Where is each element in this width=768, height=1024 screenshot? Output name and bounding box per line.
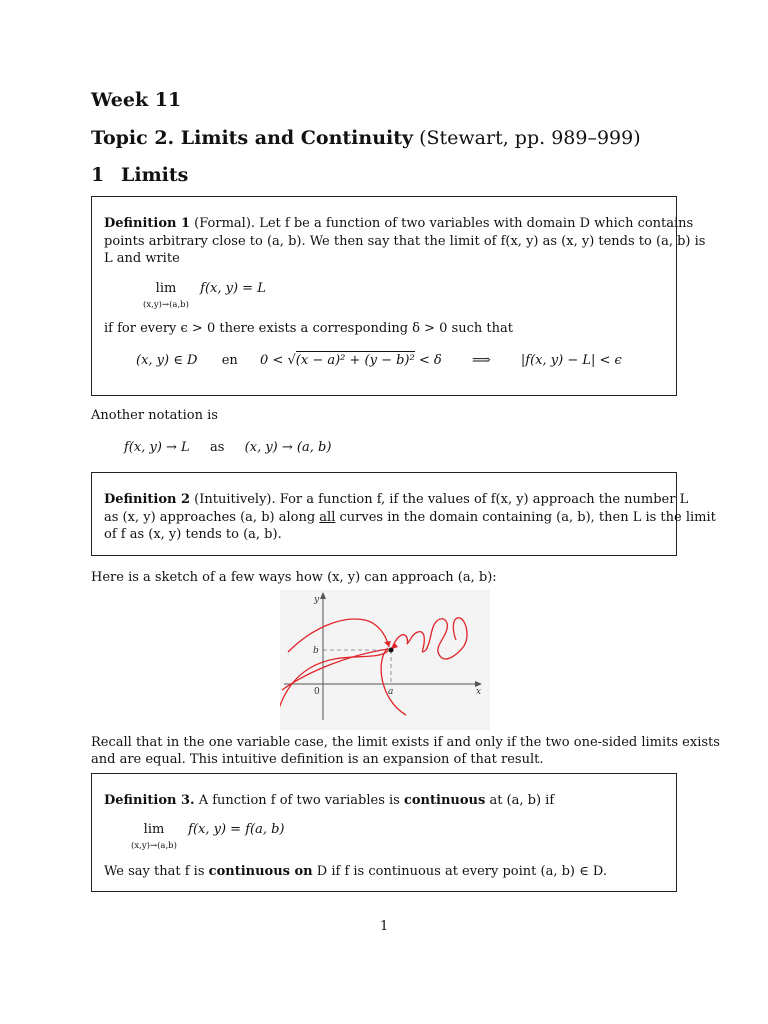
page-number: 1	[380, 919, 389, 934]
def2-line-2	[104, 510, 716, 525]
point-ab	[389, 648, 394, 653]
topic-title: Topic 2. Limits and Continuity	[91, 127, 414, 149]
def1-line-4: if for every ϵ > 0 there exists a corresponding δ > 0 such that	[104, 321, 513, 336]
another-notation-expression	[124, 440, 331, 455]
label-a: a	[388, 687, 394, 697]
definition-3-box	[91, 773, 677, 892]
label-b: b	[313, 646, 319, 656]
label-x: x	[476, 687, 482, 697]
def1-cond-mid-post: < δ	[418, 353, 442, 368]
def1-line-2: points arbitrary close to (a, b). We then say that the limit of f(x, y) as (x, y) tends to (a, b) is	[104, 234, 706, 249]
recall-line-2: and are equal. This intuitive definition is an expansion of that result.	[91, 752, 544, 767]
def3-line-1-pre: A function f of two variables is	[198, 793, 400, 808]
def3-limit-expression	[124, 822, 285, 852]
def1-qualifier: (Formal).	[194, 216, 256, 231]
def3-continuous-on: continuous on	[208, 864, 313, 879]
def1-condition: (x, y) ∈ D en 0 < √(x − a)² + (y − b)² < δ ⟹ |f(x, y) − L| < ϵ	[136, 353, 622, 368]
def2-line-1	[104, 492, 688, 507]
def2-line-2-underlined: all	[319, 510, 336, 525]
week-heading: Week 11	[91, 89, 182, 111]
sketch-background	[280, 590, 490, 730]
def3-lim-subscript: (x,y)→(a,b)	[131, 841, 177, 851]
def3-line-2-pre: We say that f is	[104, 864, 205, 879]
def2-title: Definition 2	[104, 492, 191, 507]
def3-line-1	[104, 793, 554, 808]
def3-line-2	[104, 864, 607, 879]
approach-sketch	[280, 590, 490, 730]
another-notation-intro: Another notation is	[91, 408, 218, 423]
def1-cond-implies: ⟹	[472, 353, 491, 368]
def1-cond-right: |f(x, y) − L| < ϵ	[520, 353, 622, 368]
definition-2-box	[91, 472, 716, 556]
recall-line-1: Recall that in the one variable case, the limit exists if and only if the two one-sided limits exists	[91, 735, 720, 750]
topic-reference: (Stewart, pp. 989–999)	[419, 127, 641, 149]
another-right: (x, y) → (a, b)	[244, 440, 332, 455]
def1-title: Definition 1	[104, 216, 191, 231]
def1-lim-expr: f(x, y) = L	[200, 281, 266, 296]
another-left: f(x, y) → L	[124, 440, 190, 455]
def1-limit-expression	[136, 281, 266, 311]
def1-cond-sqrt: (x − a)² + (y − b)²	[295, 353, 415, 368]
def2-line-2-post: curves in the domain containing (a, b), then L is the limit	[339, 510, 716, 525]
def2-qualifier: (Intuitively).	[194, 492, 276, 507]
section-title: Limits	[121, 164, 189, 186]
label-origin: 0	[314, 687, 320, 697]
def2-line-3: of f as (x, y) tends to (a, b).	[104, 527, 282, 542]
label-y: y	[314, 595, 320, 605]
section-number: 1	[91, 164, 105, 186]
def3-line-1-post: at (a, b) if	[489, 793, 555, 808]
def3-continuous: continuous	[403, 793, 486, 808]
def1-cond-en: en	[221, 353, 238, 368]
another-as: as	[209, 440, 225, 455]
topic-heading	[91, 127, 641, 149]
def3-title: Definition 3.	[104, 793, 195, 808]
def1-lim-word: lim	[155, 281, 177, 296]
def3-line-2-post: D if f is continuous at every point (a, b) ∈ D.	[316, 864, 607, 879]
section-heading	[91, 164, 188, 186]
def1-cond-left: (x, y) ∈ D	[136, 353, 198, 368]
sketch-intro: Here is a sketch of a few ways how (x, y) can approach (a, b):	[91, 570, 497, 585]
def1-line-1	[104, 216, 693, 231]
def3-lim-expr: f(x, y) = f(a, b)	[188, 822, 285, 837]
def2-line-2-pre: as (x, y) approaches (a, b) along	[104, 510, 316, 525]
def3-lim-word: lim	[143, 822, 165, 837]
def1-lim-subscript: (x,y)→(a,b)	[143, 300, 189, 310]
def1-text-1: Let f be a function of two variables with domain D which contains	[259, 216, 694, 231]
definition-1-box	[91, 196, 706, 396]
def2-text-1: For a function f, if the values of f(x, y) approach the number L	[279, 492, 689, 507]
def1-line-3: L and write	[104, 251, 180, 266]
def1-cond-mid-pre: 0 <	[260, 353, 284, 368]
